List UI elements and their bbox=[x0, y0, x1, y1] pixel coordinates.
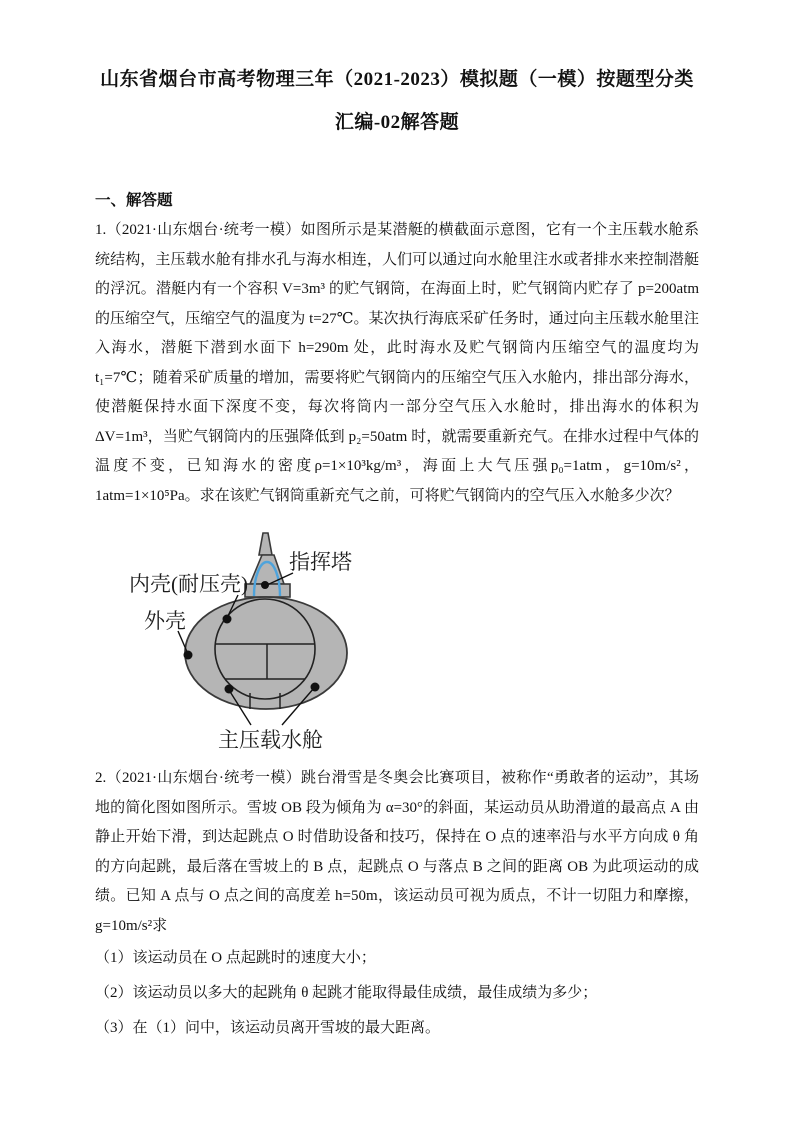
page-title: 山东省烟台市高考物理三年（2021-2023）模拟题（一模）按题型分类汇编-02解答题 bbox=[100, 69, 694, 133]
question-2-part-1: （1）该运动员在 O 点起跳时的速度大小； bbox=[95, 950, 376, 966]
submarine-figure bbox=[95, 525, 699, 759]
outer-hull-label: 外壳 bbox=[144, 609, 186, 633]
inner-hull-label: 内壳(耐压壳) bbox=[129, 572, 248, 596]
ballast-left-dot bbox=[225, 685, 234, 694]
question-2-part-2: （2）该运动员以多大的起跳角 θ 起跳才能取得最佳成绩，最佳成绩为多少； bbox=[95, 985, 598, 1001]
question-2-part-3: （3）在（1）问中，该运动员离开雪坡的最大距离。 bbox=[95, 1020, 441, 1036]
conning-tower-label: 指挥塔 bbox=[289, 550, 352, 574]
question-1-text: 1.（2021·山东烟台·统考一模）如图所示是某潜艇的横截面示意图，它有一个主压载水舱系统结构，主压载水舱有排水孔与海水相连，人们可以通过向水舱里注水或者排水来控制潜艇的浮沉。潜艇内有一个容积 V=3m³ 的贮气钢筒，在海面上时，贮气钢筒内贮存了 p=200atm 的压缩空气，压缩空气的温度为 t=27℃。某次执行海底采矿任务时，通过向主压载水舱里注入海水，潜艇下潜到水面下 h=290m 处，此时海水及贮气钢筒内压缩空气的温度均为 t₁=7℃；随着采矿质量的增加，需要将贮气钢筒内的压缩空气压入水舱内，排出部分海水，使潜艇保持水面下深度不变，每次将筒内一部分空气压入水舱时，排出海水的体积为ΔV=1m³，当贮气钢筒内的压强降低到 p₂=50atm 时，就需要重新充气。在排水过程中气体的温度不变，已知海水的密度ρ=1×10³kg/m³，海面上大气压强p₀=1atm，g=10m/s²，1atm=1×10⁵Pa。求在该贮气钢筒重新充气之前，可将贮气钢筒内的空气压入水舱多少次？ bbox=[95, 222, 699, 504]
submarine-diagram bbox=[117, 525, 429, 759]
question-2-text: 2.（2021·山东烟台·统考一模）跳台滑雪是冬奥会比赛项目，被称作“勇敢者的运动”，其场地的简化图如图所示。雪坡 OB 段为倾角为 α=30°的斜面，某运动员从助滑道的最高点 A 由静止开始下滑，到达起跳点 O 时借助设备和技巧，保持在 O 点的速率沿与水平方向成 θ 角的方向起跳，最后落在雪坡上的 B 点，起跳点 O 与落点 B 之间的距离 OB 为此项运动的成绩。已知 A 点与 O 点之间的高度差 h=50m，该运动员可视为质点，不计一切阻力和摩擦， g=10m/s²求 bbox=[95, 770, 699, 934]
outer-hull-dot bbox=[184, 651, 193, 660]
inner-hull-circle bbox=[215, 599, 315, 699]
section-heading: 一、解答题 bbox=[95, 192, 173, 209]
main-ballast-tank-label: 主压载水舱 bbox=[218, 728, 323, 752]
periscope-mast-shape bbox=[259, 533, 272, 555]
inner-hull-dot bbox=[223, 615, 232, 624]
